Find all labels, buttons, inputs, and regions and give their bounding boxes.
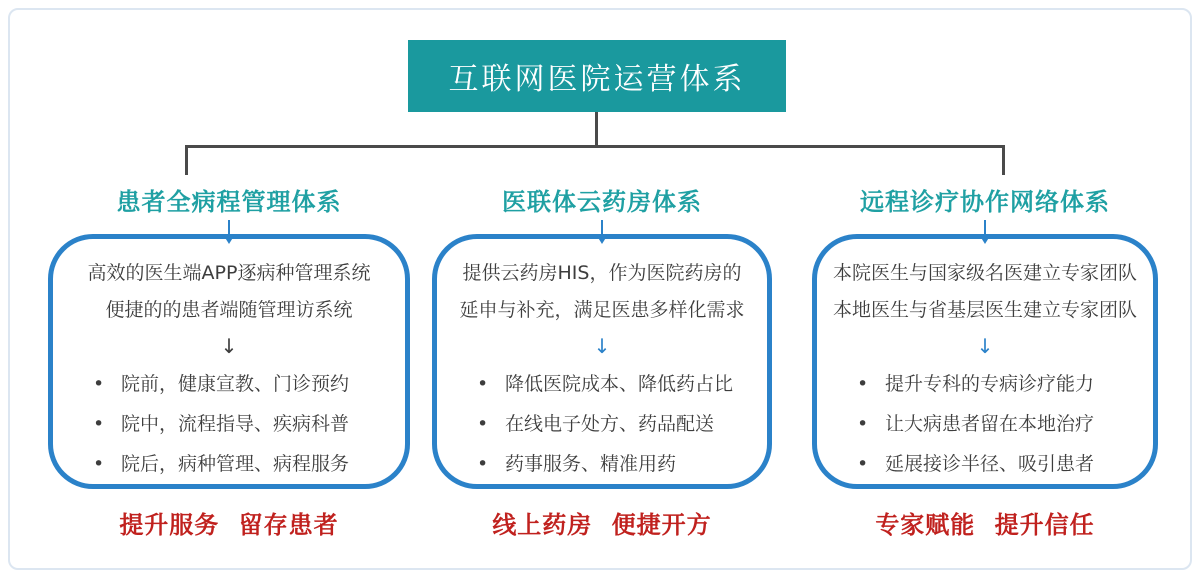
connector-arrow-down-icon xyxy=(596,220,608,246)
bullet-item: • 院前，健康宣教、门诊预约 xyxy=(85,365,399,405)
box-intro-line: 高效的医生端APP逐病种管理系统 xyxy=(87,262,371,284)
box-intro-line: 本地医生与省基层医生建立专家团队 xyxy=(832,299,1137,322)
connector-arrow-down-icon xyxy=(223,220,235,246)
bullet-item: • 院中，流程指导、疾病科普 xyxy=(85,405,399,445)
box-intro-line: 便捷的的患者端随管理访系统 xyxy=(105,299,353,322)
bullet-item: • 院后，病种管理、病程服务 xyxy=(85,445,399,485)
bullet-item: • 让大病患者留在本地治疗 xyxy=(849,405,1147,445)
branch-header: 医联体云药房体系 xyxy=(502,188,702,216)
bullet-list xyxy=(443,365,761,485)
connector-vertical-line xyxy=(595,112,598,146)
branch-caption: 提升服务 留存患者 xyxy=(119,511,339,539)
diagram-title: 互联网医院运营体系 xyxy=(448,62,746,97)
box-intro-line: 本院医生与国家级名医建立专家团队 xyxy=(832,262,1137,284)
branch-column-cloud-pharmacy xyxy=(432,186,772,540)
down-arrow-icon: ↓ xyxy=(593,334,611,359)
bullet-list xyxy=(823,365,1147,485)
branch-box xyxy=(48,234,410,489)
title-box xyxy=(408,40,786,112)
box-intro-line: 提供云药房HIS，作为医院药房的 xyxy=(462,262,742,284)
bullet-item: • 降低医院成本、降低药占比 xyxy=(469,365,761,405)
connector-horizontal-line xyxy=(185,145,1005,148)
branch-column-remote-care-network xyxy=(812,186,1158,540)
bullet-item: • 在线电子处方、药品配送 xyxy=(469,405,761,445)
branch-box xyxy=(432,234,772,489)
bullet-item: • 提升专科的专病诊疗能力 xyxy=(849,365,1147,405)
connector-arrow-down-icon xyxy=(979,220,991,246)
branch-header: 远程诊疗协作网络体系 xyxy=(860,188,1110,216)
branch-box xyxy=(812,234,1158,489)
branch-caption: 专家赋能 提升信任 xyxy=(875,511,1095,539)
branch-column-patient-management xyxy=(48,186,410,540)
box-intro-line: 延申与补充，满足医患多样化需求 xyxy=(459,299,745,322)
branch-caption: 线上药房 便捷开方 xyxy=(492,511,712,539)
bullet-list xyxy=(59,365,399,485)
connector-right-drop-line xyxy=(1002,145,1005,175)
connector-left-drop-line xyxy=(185,145,188,175)
branch-header: 患者全病程管理体系 xyxy=(116,188,342,216)
bullet-item: • 药事服务、精准用药 xyxy=(469,445,761,485)
bullet-item: • 延展接诊半径、吸引患者 xyxy=(849,445,1147,485)
down-arrow-icon: ↓ xyxy=(976,334,994,359)
down-arrow-icon: ↓ xyxy=(220,334,238,359)
